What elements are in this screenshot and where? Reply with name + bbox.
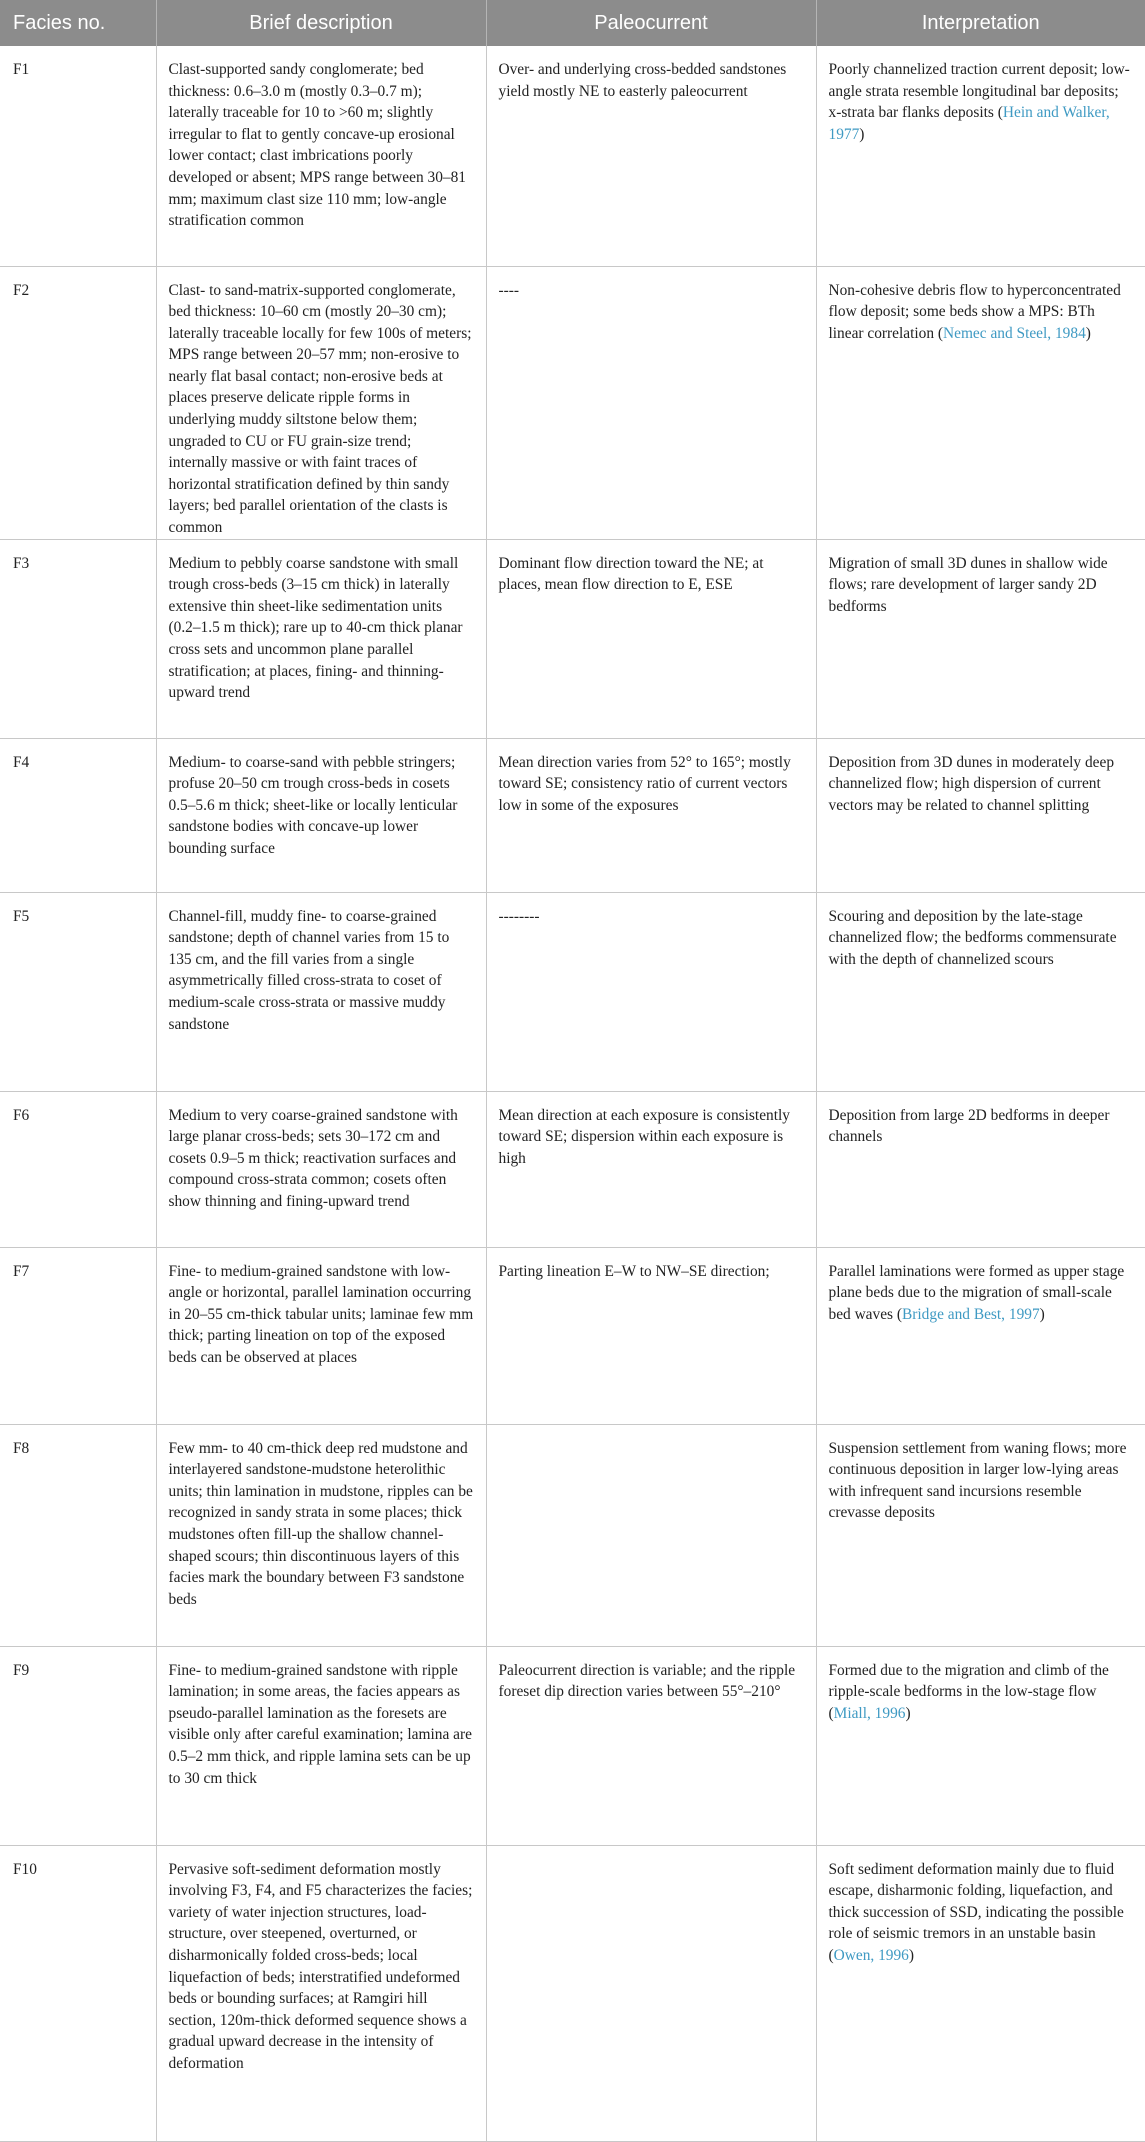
paleocurrent-cell: Mean direction at each exposure is consistently toward SE; dispersion within each exposure is high <box>486 1091 816 1247</box>
table-row <box>0 1247 1145 1424</box>
description-cell: Channel-fill, muddy fine- to coarse-grained sandstone; depth of channel varies from 15 to 135 cm, and the fill varies from a single asymmetrically filled cross-strata to coset of medium-scale cross-strata or massive muddy sandstone <box>156 892 486 1091</box>
description-cell: Clast- to sand-matrix-supported conglomerate, bed thickness: 10–60 cm (mostly 20–30 cm); laterally traceable locally for few 100s of meters; MPS range between 20–57 mm; non-erosive to nearly flat basal contact; non-erosive beds at places preserve delicate ripple forms in underlying muddy siltstone below them; ungraded to CU or FU grain-size trend; internally massive or with faint traces of horizontal stratification defined by thin sandy layers; bed parallel orientation of the clasts is common <box>156 266 486 539</box>
header-paleocurrent: Paleocurrent <box>486 0 816 46</box>
reference-link[interactable]: Nemec and Steel, 1984 <box>943 324 1086 342</box>
facies-number-cell: F1 <box>0 46 156 266</box>
table-row <box>0 46 1145 266</box>
description-cell: Medium to very coarse-grained sandstone with large planar cross-beds; sets 30–172 cm and cosets 0.9–5 m thick; reactivation surfaces and compound cross-strata common; cosets often show thinning and fining-upward trend <box>156 1091 486 1247</box>
facies-number-cell: F6 <box>0 1091 156 1247</box>
facies-number-cell: F9 <box>0 1646 156 1845</box>
interpretation-closing: ) <box>1085 324 1091 342</box>
interpretation-cell <box>816 1247 1145 1424</box>
facies-number-cell: F7 <box>0 1247 156 1424</box>
description-cell: Fine- to medium-grained sandstone with ripple lamination; in some areas, the facies appears as pseudo-parallel lamination as the foresets are visible only after careful examination; lamina are 0.5–2 mm thick, and ripple lamina sets can be up to 30 cm thick <box>156 1646 486 1845</box>
paleocurrent-cell <box>486 1845 816 2141</box>
facies-number-cell: F8 <box>0 1424 156 1646</box>
interpretation-cell <box>816 738 1145 892</box>
reference-link[interactable]: Hein and Walker, 1977 <box>828 104 1110 143</box>
description-cell: Pervasive soft-sediment deformation mostly involving F3, F4, and F5 characterizes the facies; variety of water injection structures, load-structure, over steepened, overturned, or disharmonically folded cross-beds; local liquefaction of beds; interstratified undeformed beds or bounding surfaces; at Ramgiri hill section, 120m-thick deformed sequence shows a gradual upward decrease in the intensity of deformation <box>156 1845 486 2141</box>
interpretation-closing: ) <box>859 125 865 143</box>
description-cell: Medium- to coarse-sand with pebble stringers; profuse 20–50 cm trough cross-beds in cosets 0.5–5.6 m thick; sheet-like or locally lenticular sandstone bodies with concave-up lower bounding surface <box>156 738 486 892</box>
description-cell: Few mm- to 40 cm-thick deep red mudstone and interlayered sandstone-mudstone heterolithic units; thin lamination in mudstone, ripples can be recognized in sandy strata in some places; thick mudstones often fill-up the shallow channel-shaped scours; thin discontinuous layers of this facies mark the boundary between F3 sandstone beds <box>156 1424 486 1646</box>
interpretation-cell <box>816 266 1145 539</box>
interpretation-cell <box>816 892 1145 1091</box>
interpretation-closing: ) <box>905 1704 911 1722</box>
interpretation-text: Migration of small 3D dunes in shallow wide flows; rare development of larger sandy 2D bedforms <box>828 554 1108 615</box>
paleocurrent-cell: Over- and underlying cross-bedded sandstones yield mostly NE to easterly paleocurrent <box>486 46 816 266</box>
interpretation-text: Poorly channelized traction current deposit; low-angle strata resemble longitudinal bar deposits; x-strata bar flanks deposits ( <box>828 61 1130 122</box>
header-facies-no: Facies no. <box>0 0 156 46</box>
interpretation-text: Formed due to the migration and climb of the ripple-scale bedforms in the low-stage flow ( <box>828 1661 1109 1722</box>
interpretation-text: Deposition from large 2D bedforms in deeper channels <box>828 1106 1110 1146</box>
header-brief-description: Brief description <box>156 0 486 46</box>
reference-link[interactable]: Owen, 1996 <box>833 1947 909 1964</box>
paleocurrent-cell <box>486 1424 816 1646</box>
facies-number-cell: F10 <box>0 1845 156 2141</box>
facies-number-cell: F5 <box>0 892 156 1091</box>
interpretation-cell <box>816 1845 1145 2141</box>
interpretation-cell <box>816 1424 1145 1646</box>
header-interpretation: Interpretation <box>816 0 1145 46</box>
table-row <box>0 1424 1145 1646</box>
interpretation-cell <box>816 539 1145 738</box>
interpretation-text: Soft sediment deformation mainly due to fluid escape, disharmonic folding, liquefaction, and thick succession of SSD, indicating the possible role of seismic tremors in an unstable basin ( <box>828 1860 1124 1964</box>
interpretation-cell <box>816 1091 1145 1247</box>
table-row <box>0 892 1145 1091</box>
interpretation-cell <box>816 1646 1145 1845</box>
interpretation-text: Parallel laminations were formed as upper stage plane beds due to the migration of small-scale bed waves ( <box>828 1262 1125 1323</box>
table-row <box>0 738 1145 892</box>
interpretation-closing: ) <box>908 1947 915 1964</box>
description-cell: Fine- to medium-grained sandstone with low-angle or horizontal, parallel lamination occurring in 20–55 cm-thick tabular units; laminae few mm thick; parting lineation on top of the exposed beds can be observed at places <box>156 1247 486 1424</box>
table-body <box>0 46 1145 2141</box>
description-cell: Medium to pebbly coarse sandstone with small trough cross-beds (3–15 cm thick) in laterally extensive thin sheet-like sedimentation units (0.2–1.5 m thick); rare up to 40-cm thick planar cross sets and uncommon plane parallel stratification; at places, fining- and thinning-upward trend <box>156 539 486 738</box>
paleocurrent-cell: -------- <box>486 892 816 1091</box>
interpretation-text: Deposition from 3D dunes in moderately deep channelized flow; high dispersion of current vectors may be related to channel splitting <box>828 753 1115 814</box>
facies-number-cell: F3 <box>0 539 156 738</box>
interpretation-text: Suspension settlement from waning flows; more continuous deposition in larger low-lying areas with infrequent sand incursions resemble crevasse deposits <box>828 1439 1127 1522</box>
table-header <box>0 0 1145 46</box>
interpretation-closing: ) <box>1039 1305 1045 1323</box>
interpretation-text: Non-cohesive debris flow to hyperconcentrated flow deposit; some beds show a MPS: BTh linear correlation ( <box>828 281 1121 342</box>
table-row <box>0 1091 1145 1247</box>
interpretation-text: Scouring and deposition by the late-stage channelized flow; the bedforms commensurate with the depth of channelized scours <box>828 907 1117 968</box>
facies-number-cell: F2 <box>0 266 156 539</box>
paleocurrent-cell: Parting lineation E–W to NW–SE direction; <box>486 1247 816 1424</box>
description-cell: Clast-supported sandy conglomerate; bed thickness: 0.6–3.0 m (mostly 0.3–0.7 m); laterally traceable for 10 to >60 m; slightly irregular to flat to gently concave-up erosional lower contact; clast imbrications poorly developed or absent; MPS range between 30–81 mm; maximum clast size 110 mm; low-angle stratification common <box>156 46 486 266</box>
reference-link[interactable]: Bridge and Best, 1997 <box>902 1305 1040 1323</box>
paleocurrent-cell: ---- <box>486 266 816 539</box>
table-row <box>0 1646 1145 1845</box>
paleocurrent-cell: Dominant flow direction toward the NE; at places, mean flow direction to E, ESE <box>486 539 816 738</box>
table-row <box>0 266 1145 539</box>
header-row <box>0 0 1145 46</box>
reference-link[interactable]: Miall, 1996 <box>833 1704 906 1722</box>
table-row <box>0 1845 1145 2141</box>
interpretation-cell <box>816 46 1145 266</box>
facies-number-cell: F4 <box>0 738 156 892</box>
paleocurrent-cell: Paleocurrent direction is variable; and the ripple foreset dip direction varies between 55°–210° <box>486 1646 816 1845</box>
table-row <box>0 539 1145 738</box>
paleocurrent-cell: Mean direction varies from 52° to 165°; mostly toward SE; consistency ratio of current vectors low in some of the exposures <box>486 738 816 892</box>
